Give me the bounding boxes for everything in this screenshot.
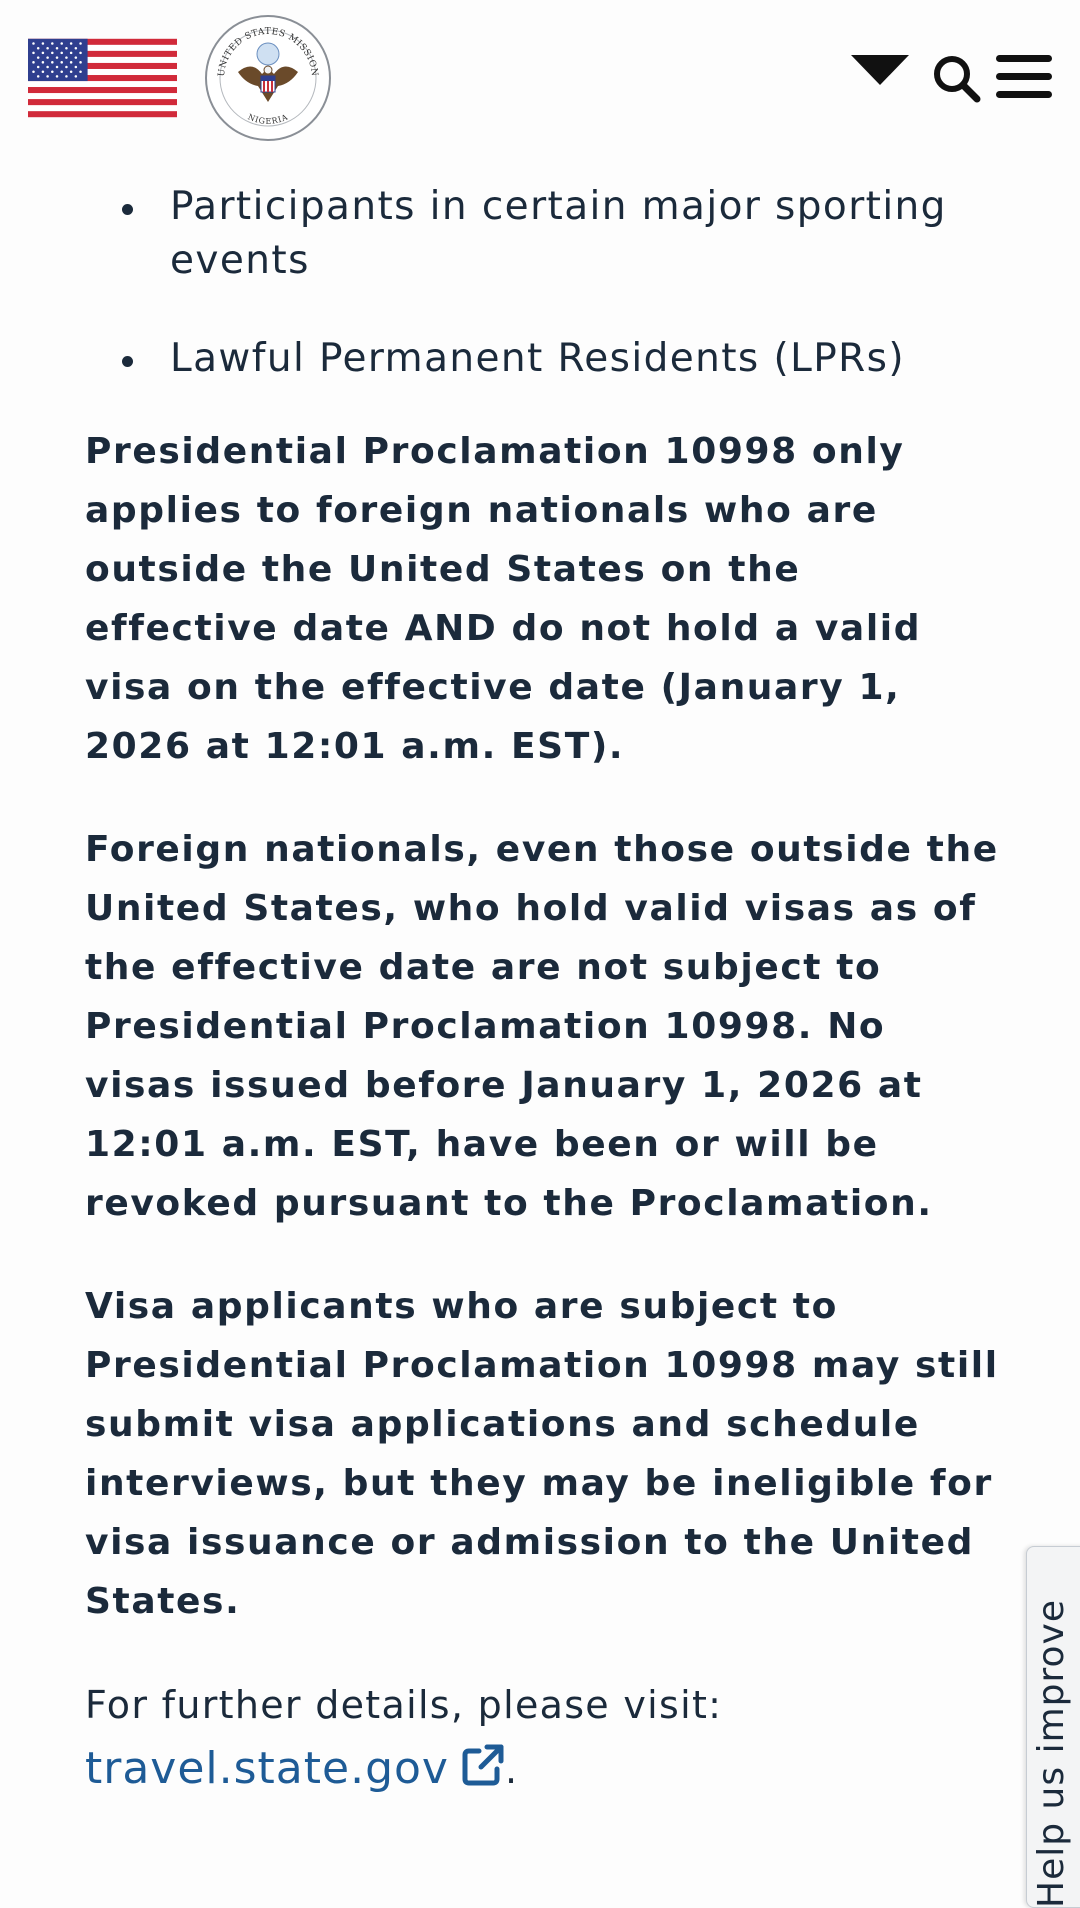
site-header bbox=[0, 0, 1080, 150]
list-item-text: Participants in certain major sporting events bbox=[170, 184, 947, 283]
main-content bbox=[85, 180, 1005, 1802]
external-link-icon bbox=[461, 1743, 505, 1787]
further-details-paragraph bbox=[85, 1673, 1005, 1802]
list-item bbox=[85, 332, 1005, 386]
eligibility-list bbox=[85, 180, 1005, 386]
visa-applicants-paragraph: Visa applicants who are subject to Presidential Proclamation 10998 may still submit visa applications and schedule interviews, but they may be ineligible for visa issuance or admission to the United States. bbox=[85, 1286, 999, 1622]
hamburger-menu-icon[interactable] bbox=[994, 50, 1054, 104]
us-flag-icon[interactable] bbox=[28, 38, 177, 118]
search-icon[interactable] bbox=[930, 50, 986, 106]
link-label: travel.state.gov bbox=[85, 1743, 449, 1794]
embassy-seal-icon[interactable] bbox=[204, 14, 332, 142]
list-item bbox=[85, 180, 1005, 288]
proclamation-applicability-paragraph: Presidential Proclamation 10998 only applies to foreign nationals who are outside the United States on the effective date AND do not hold a valid visa on the effective date (January 1, 2026 at 12:01 a.m. EST). bbox=[85, 431, 922, 767]
feedback-label: Help us improve bbox=[1031, 1599, 1072, 1908]
travel-state-gov-link[interactable] bbox=[85, 1743, 505, 1794]
valid-visa-holders-paragraph: Foreign nationals, even those outside the United States, who hold valid visas as of the effective date are not subject to Presidential Proclamation 10998. No visas issued before January 1, 2026 at 12:01 a.m. EST, have been or will be revoked pursuant to the Proclamation. bbox=[85, 829, 999, 1224]
caret-down-icon[interactable] bbox=[850, 52, 910, 88]
list-item-text: Lawful Permanent Residents (LPRs) bbox=[170, 336, 905, 381]
svg-text:NIGERIA: NIGERIA bbox=[246, 112, 290, 126]
bullet-dot bbox=[122, 204, 133, 215]
svg-text:UNITED STATES MISSION: UNITED STATES MISSION bbox=[216, 27, 320, 78]
help-us-improve-tab[interactable] bbox=[1026, 1546, 1080, 1908]
bullet-dot bbox=[122, 356, 133, 367]
further-details-suffix: . bbox=[504, 1748, 519, 1792]
further-details-prefix: For further details, please visit: bbox=[85, 1683, 723, 1727]
